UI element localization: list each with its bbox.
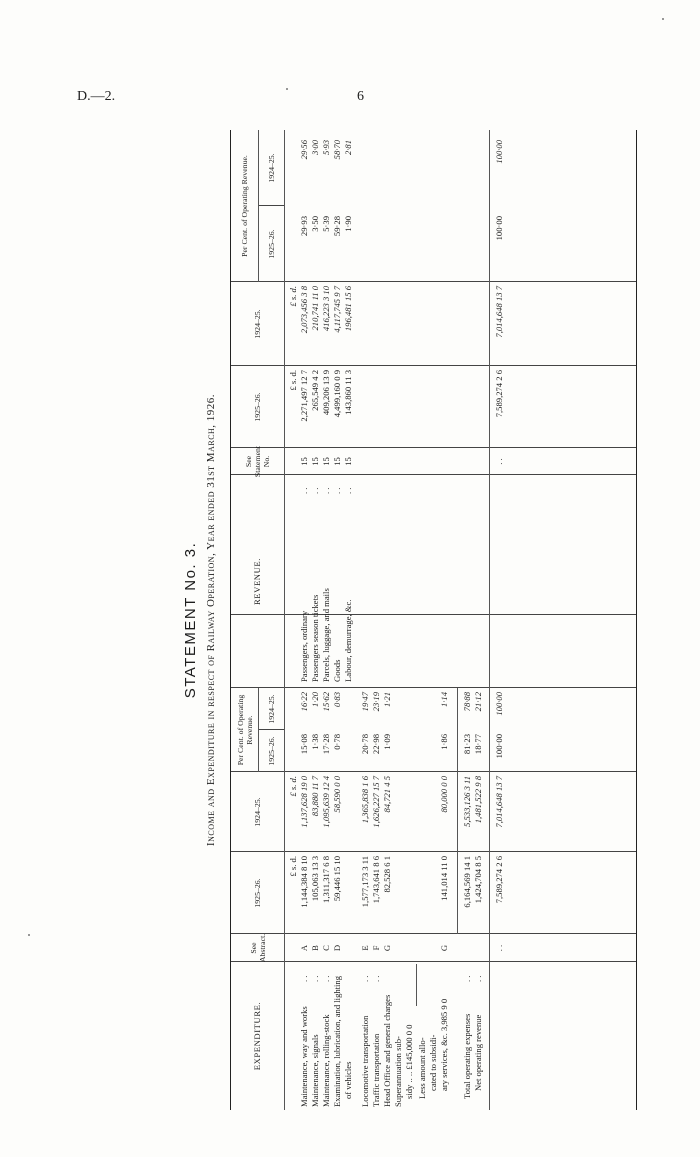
exp-1925-value: 1,311,317 6 8 bbox=[321, 856, 331, 903]
exp-pc-1924: 15·62 bbox=[321, 692, 331, 712]
rev-1925-units: £ s. d. bbox=[288, 370, 298, 391]
rev-1924-value: 416,223 3 10 bbox=[321, 286, 331, 332]
abstract-ref: E bbox=[360, 945, 370, 951]
leader-dots: . . bbox=[494, 458, 504, 465]
rev-1925-value: 143,860 11 3 bbox=[343, 370, 353, 415]
revenue-label: Passengers season tickets bbox=[310, 594, 320, 682]
abstract-ref: D bbox=[332, 944, 342, 952]
abstract-ref: B bbox=[310, 945, 320, 951]
exp-pc-1924: 19·47 bbox=[360, 692, 370, 712]
rev-1924-value: 210,741 11 0 bbox=[310, 286, 320, 331]
exp-1924-units: £ s. d. bbox=[288, 776, 298, 797]
exp-1925-header: 1925–26. bbox=[253, 878, 262, 908]
revenue-label: Goods bbox=[332, 659, 342, 682]
rev-pc-1925: 29·93 bbox=[299, 216, 309, 237]
leader-dots: . . bbox=[360, 975, 370, 982]
exp-1924-value: 84,721 4 5 bbox=[382, 776, 392, 813]
rev-1924-header: 1924–25. bbox=[253, 309, 262, 339]
exp-pc-1925: 22·98 bbox=[371, 734, 381, 755]
total-label: Net operating revenue bbox=[473, 1014, 483, 1091]
exp-pc-1924: 1·20 bbox=[310, 692, 320, 708]
statement-subtitle: Income and Expenditure in respect of Railway Operation, Year ended 31st March, 1926. bbox=[205, 393, 217, 847]
exp-1924-value: 80,000 0 0 bbox=[439, 776, 449, 813]
rev-pc-1925: 5·39 bbox=[321, 216, 331, 232]
exp-1924-value: 1,481,522 9 8 bbox=[473, 776, 483, 824]
expenditure-label: Locomotive transportation bbox=[360, 1015, 370, 1107]
exp-1924-header: 1924–25. bbox=[253, 797, 262, 827]
rev-pc-1925: 3·50 bbox=[310, 216, 320, 232]
leader-dots: . . bbox=[462, 975, 472, 982]
statement-table bbox=[230, 130, 637, 1110]
statement-ref: 15 bbox=[321, 457, 331, 466]
exp-pc-1925: 20·78 bbox=[360, 734, 370, 755]
rev-1924-value: 4,117,745 9 7 bbox=[332, 286, 342, 333]
superannuation-label: Superannuation sub- bbox=[393, 1036, 403, 1107]
exp-grand-pc-1925: 100·00 bbox=[494, 734, 504, 759]
expenditure-label: Examination, lubrication, and lighting bbox=[332, 975, 342, 1107]
rev-pc-1924: 29·56 bbox=[299, 140, 309, 160]
revenue-label: Labour, demurrage, &c. bbox=[343, 599, 353, 682]
exp-1925-value: 105,063 13 3 bbox=[310, 856, 320, 902]
rev-grand-pc-1925: 100·00 bbox=[494, 216, 504, 241]
rev-grand-1924: 7,014,648 13 7 bbox=[494, 286, 504, 338]
less-allocated-label: cated to subsidi- bbox=[428, 1034, 438, 1091]
expenditure-label: Maintenance, way and works bbox=[299, 1006, 309, 1107]
rev-pc-1924: 3·00 bbox=[310, 140, 320, 156]
exp-pc-1925: 1·86 bbox=[439, 734, 449, 750]
exp-1925-value: 82,528 6 1 bbox=[382, 856, 392, 893]
exp-pc-1925: 81·23 bbox=[462, 734, 472, 755]
statement-ref: 15 bbox=[310, 457, 320, 466]
statement-ref: 15 bbox=[299, 457, 309, 466]
exp-1924-value: 58,590 0 0 bbox=[332, 776, 342, 813]
leader-dots: . . bbox=[310, 975, 320, 982]
abstract-ref: G bbox=[439, 944, 449, 952]
rev-pc-1925: 59·28 bbox=[332, 216, 342, 237]
exp-1924-value: 83,880 11 7 bbox=[310, 776, 320, 817]
rev-1925-value: 2,271,497 12 7 bbox=[299, 370, 309, 422]
statement-ref: 15 bbox=[343, 457, 353, 466]
expenditure-label: Maintenance, rolling-stock bbox=[321, 1014, 331, 1107]
leader-dots: . . bbox=[321, 975, 331, 982]
exp-1924-value: 5,533,126 3 11 bbox=[462, 776, 472, 827]
rev-pc-1924: 2·81 bbox=[343, 140, 353, 156]
exp-1925-units: £ s. d. bbox=[288, 856, 298, 877]
rev-pc-1924: 58·70 bbox=[332, 140, 342, 160]
leader-dots: . . bbox=[343, 487, 353, 494]
expenditure-header: EXPENDITURE. bbox=[252, 1001, 262, 1071]
exp-pc-1924: 1·21 bbox=[382, 692, 392, 708]
revenue-header: REVENUE. bbox=[252, 557, 262, 606]
leader-dots: . . bbox=[299, 975, 309, 982]
exp-grand-1924: 7,014,648 13 7 bbox=[494, 776, 504, 828]
allocated-subsidiary-label: ary services, &c. 3,985 9 0 bbox=[439, 998, 449, 1091]
rev-pc-1925: 1·90 bbox=[343, 216, 353, 232]
rev-pc-1925-header: 1925–26. bbox=[267, 229, 276, 259]
exp-pc-1925-header: 1925–26. bbox=[267, 736, 276, 766]
exp-pc-1925: 17·28 bbox=[321, 734, 331, 755]
statement-sheet bbox=[172, 130, 692, 1110]
see-statement-header: See Statement No. bbox=[244, 445, 271, 478]
total-label: Total operating expenses bbox=[462, 1013, 472, 1099]
exp-1924-value: 1,137,628 19 0 bbox=[299, 776, 309, 828]
exp-1924-value: 1,365,838 1 6 bbox=[360, 776, 370, 824]
revenue-label: Parcels, luggage, and mails bbox=[321, 588, 331, 682]
see-abstract-header: See Abstract. bbox=[248, 933, 267, 963]
rev-1924-units: £ s. d. bbox=[288, 286, 298, 307]
leader-dots: . . bbox=[332, 487, 342, 494]
exp-pc-1924: 0·83 bbox=[332, 692, 342, 708]
rev-grand-pc-1924: 100·00 bbox=[494, 140, 504, 164]
rev-1925-value: 4,499,160 0 9 bbox=[332, 370, 342, 418]
exp-1925-value: 1,743,641 8 6 bbox=[371, 856, 381, 904]
exp-pc-1924: 16·22 bbox=[299, 692, 309, 712]
rev-1925-value: 409,206 13 9 bbox=[321, 370, 331, 416]
page-number: 6 bbox=[357, 89, 364, 104]
exp-1924-value: 1,095,639 12 4 bbox=[321, 776, 331, 828]
rev-pc-1924-header: 1924–25. bbox=[267, 153, 276, 183]
abstract-ref: G bbox=[382, 944, 392, 952]
superannuation-subsidy: sidy .. .. £145,000 0 0 bbox=[404, 1024, 414, 1099]
statement-ref: 15 bbox=[332, 457, 342, 466]
exp-1925-value: 1,577,173 3 11 bbox=[360, 856, 370, 908]
revenue-label: Passengers, ordinary bbox=[299, 610, 309, 682]
exp-1925-value: 1,424,704 8 5 bbox=[473, 856, 483, 904]
exp-pc-1925: 15·08 bbox=[299, 734, 309, 755]
rev-1924-value: 196,481 15 6 bbox=[343, 286, 353, 332]
leader-dots: . . bbox=[494, 944, 504, 952]
exp-1924-value: 1,626,227 15 7 bbox=[371, 776, 381, 828]
scan-speck bbox=[286, 88, 288, 90]
scan-speck bbox=[662, 18, 664, 20]
expenditure-label: Maintenance, signals bbox=[310, 1034, 320, 1107]
exp-pc-1925: 18·77 bbox=[473, 734, 483, 755]
exp-pc-1924-header: 1924–25. bbox=[267, 694, 276, 724]
rev-pc-1924: 5·93 bbox=[321, 140, 331, 156]
expenditure-label: Traffic transportation bbox=[371, 1033, 381, 1107]
exp-1925-value: 141,014 11 0 bbox=[439, 856, 449, 901]
statement-title: STATEMENT No. 3. bbox=[182, 541, 199, 699]
abstract-ref: C bbox=[321, 945, 331, 951]
rev-1924-value: 2,073,456 3 8 bbox=[299, 286, 309, 334]
exp-1925-value: 59,446 15 10 bbox=[332, 856, 342, 902]
leader-dots: . . bbox=[321, 487, 331, 494]
exp-pc-1924: 23·19 bbox=[371, 692, 381, 712]
page-reference: D.—2. bbox=[77, 89, 116, 104]
expenditure-label: Head Office and general charges bbox=[382, 994, 392, 1107]
abstract-ref: F bbox=[371, 945, 381, 951]
exp-1925-value: 6,164,569 14 1 bbox=[462, 856, 472, 908]
leader-dots: . . bbox=[299, 487, 309, 494]
exp-grand-pc-1924: 100·00 bbox=[494, 692, 504, 716]
exp-pc-1925: 1·09 bbox=[382, 734, 392, 750]
leader-dots: . . bbox=[371, 975, 381, 982]
scan-speck bbox=[28, 934, 30, 936]
abstract-ref: A bbox=[299, 944, 309, 952]
expenditure-label-continued: of vehicles bbox=[343, 1061, 353, 1099]
exp-1925-value: 1,144,384 8 10 bbox=[299, 856, 309, 908]
rev-1925-value: 265,549 4 2 bbox=[310, 370, 320, 411]
exp-pc-1925: 0·78 bbox=[332, 734, 342, 750]
rev-per-cent-header: Per Cent. of Operating Revenue. bbox=[240, 155, 249, 257]
exp-pc-1924: 1·14 bbox=[439, 692, 449, 708]
rev-grand-1925: 7,589,274 2 6 bbox=[494, 370, 504, 418]
exp-pc-1924: 78·88 bbox=[462, 692, 472, 712]
exp-pc-1924: 21·12 bbox=[473, 692, 483, 712]
exp-pc-1925: 1·38 bbox=[310, 734, 320, 750]
leader-dots: . . bbox=[473, 975, 483, 982]
less-allocated-label: Less amount allo- bbox=[417, 1037, 427, 1099]
rev-1925-header: 1925–26. bbox=[253, 392, 262, 422]
exp-per-cent-header: Per Cent. of Operating Revenue. bbox=[235, 694, 254, 766]
leader-dots: . . bbox=[310, 487, 320, 494]
exp-grand-1925: 7,589,274 2 6 bbox=[494, 856, 504, 904]
